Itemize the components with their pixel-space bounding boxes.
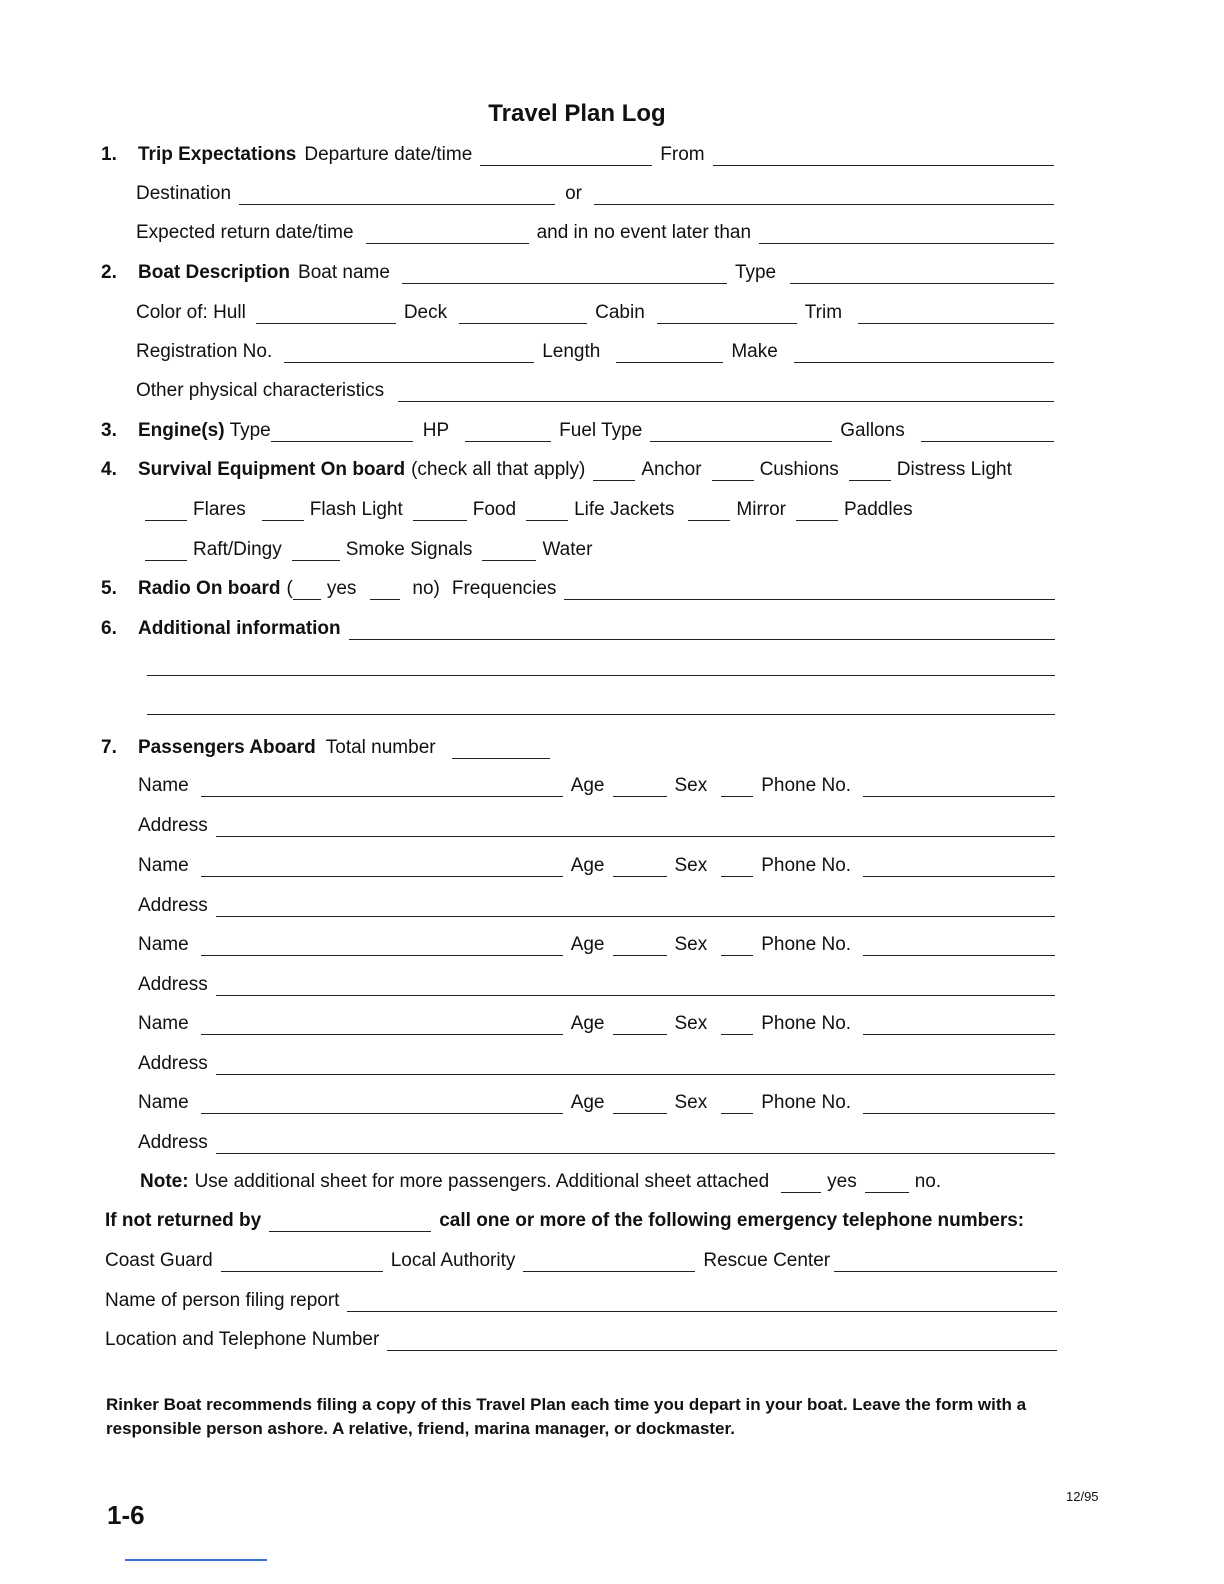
radio-open-paren: ( (286, 578, 293, 599)
sex-label: Sex (674, 1013, 708, 1034)
passenger-address-field[interactable] (216, 1058, 1055, 1075)
section-number: 1. (101, 144, 117, 165)
distress-light-label: Distress Light (896, 459, 1012, 480)
passenger-phone-field[interactable] (863, 939, 1055, 956)
food-checkbox[interactable] (413, 504, 467, 521)
passenger-sex-field[interactable] (721, 1097, 753, 1114)
note-text: Use additional sheet for more passengers. Additional sheet attached (194, 1171, 770, 1192)
name-label: Name (138, 855, 189, 876)
other-characteristics-row (136, 380, 1054, 402)
passenger-name-row (138, 775, 1055, 797)
address-label: Address (138, 815, 208, 836)
frequencies-field[interactable] (564, 583, 1055, 600)
radio-row (101, 578, 1055, 600)
name-label: Name (138, 1092, 189, 1113)
flares-label: Flares (193, 499, 246, 520)
additional-sheet-yes-label: yes (827, 1171, 857, 1192)
additional-info-line-2[interactable] (147, 675, 1055, 676)
hp-label: HP (422, 420, 450, 441)
additional-info-line-3[interactable] (147, 714, 1055, 715)
trim-label: Trim (804, 302, 843, 323)
engine-type-field[interactable] (271, 425, 413, 442)
address-label: Address (138, 895, 208, 916)
page-number: 1-6 (107, 1500, 145, 1530)
radio-yes-checkbox[interactable] (293, 583, 321, 600)
additional-sheet-no-checkbox[interactable] (865, 1176, 909, 1193)
survival-note: (check all that apply) (411, 459, 586, 480)
return-deadline-field[interactable] (269, 1215, 431, 1232)
passenger-name-row (138, 934, 1055, 956)
passenger-phone-field[interactable] (863, 780, 1055, 797)
no-later-field[interactable] (759, 227, 1054, 244)
section-number: 7. (101, 737, 117, 758)
passenger-address-row (138, 1053, 1055, 1075)
rescue-center-field[interactable] (834, 1255, 1057, 1272)
flash-light-checkbox[interactable] (262, 504, 304, 521)
passenger-phone-field[interactable] (863, 1018, 1055, 1035)
frequencies-label: Frequencies (451, 578, 557, 599)
deck-label: Deck (403, 302, 448, 323)
phone-label: Phone No. (761, 934, 852, 955)
name-label: Name (138, 1013, 189, 1034)
additional-info-row (101, 618, 1055, 640)
name-label: Name (138, 934, 189, 955)
departure-field[interactable] (480, 149, 652, 166)
passenger-name-row (138, 1013, 1055, 1035)
color-row (136, 302, 1054, 324)
section-number: 2. (101, 262, 117, 283)
page-title: Travel Plan Log (488, 100, 666, 127)
age-label: Age (570, 1092, 605, 1113)
survival-row-2 (145, 499, 1045, 521)
distress-light-checkbox[interactable] (849, 464, 891, 481)
radio-no-checkbox[interactable] (370, 583, 400, 600)
additional-sheet-no-label: no. (914, 1171, 942, 1192)
passenger-phone-field[interactable] (863, 1097, 1055, 1114)
phone-label: Phone No. (761, 1013, 852, 1034)
mirror-checkbox[interactable] (688, 504, 730, 521)
sex-label: Sex (674, 1092, 708, 1113)
phone-label: Phone No. (761, 775, 852, 796)
destination-label: Destination (136, 183, 232, 204)
bottom-rule (125, 1559, 267, 1561)
call-emergency-text: call one or more of the following emergency telephone numbers: (439, 1210, 1025, 1231)
trip-departure-row (101, 144, 1054, 166)
engine-type-label: Type (229, 420, 271, 441)
boat-name-field[interactable] (402, 267, 727, 284)
or-label: or (565, 183, 582, 204)
trim-field[interactable] (858, 307, 1054, 324)
additional-sheet-yes-checkbox[interactable] (781, 1176, 821, 1193)
life-jackets-label: Life Jackets (574, 499, 675, 520)
passenger-age-field[interactable] (613, 939, 667, 956)
passenger-address-field[interactable] (216, 979, 1055, 996)
cabin-label: Cabin (595, 302, 645, 323)
survival-heading: Survival Equipment On board (138, 459, 406, 480)
paddles-checkbox[interactable] (796, 504, 838, 521)
expected-return-field[interactable] (366, 227, 529, 244)
coast-guard-label: Coast Guard (105, 1250, 213, 1271)
section-number: 4. (101, 459, 117, 480)
note-row (140, 1171, 980, 1193)
cushions-checkbox[interactable] (712, 464, 754, 481)
no-later-label: and in no event later than (536, 222, 752, 243)
raft-checkbox[interactable] (145, 544, 187, 561)
engine-row (101, 420, 1054, 442)
address-label: Address (138, 1132, 208, 1153)
note-label: Note: (140, 1171, 189, 1192)
passenger-name-field[interactable] (201, 1018, 563, 1035)
passenger-sex-field[interactable] (721, 860, 753, 877)
survival-row-1 (101, 459, 1054, 481)
anchor-checkbox[interactable] (593, 464, 635, 481)
raft-label: Raft/Dingy (193, 539, 282, 560)
other-field[interactable] (398, 385, 1054, 402)
length-label: Length (542, 341, 601, 362)
boat-type-field[interactable] (790, 267, 1054, 284)
local-authority-label: Local Authority (390, 1250, 516, 1271)
engine-heading: Engine(s) (138, 420, 225, 441)
life-jackets-checkbox[interactable] (526, 504, 568, 521)
passenger-address-field[interactable] (216, 900, 1055, 917)
radio-heading: Radio On board (138, 578, 281, 599)
survival-row-3 (145, 539, 845, 561)
section-number: 3. (101, 420, 117, 441)
passenger-name-field[interactable] (201, 860, 563, 877)
if-not-returned-row (105, 1210, 1065, 1232)
sex-label: Sex (674, 775, 708, 796)
paddles-label: Paddles (844, 499, 913, 520)
hull-label: Color of: Hull (136, 302, 246, 323)
filer-field[interactable] (347, 1295, 1057, 1312)
hull-field[interactable] (256, 307, 396, 324)
total-number-field[interactable] (452, 742, 550, 759)
type-label: Type (734, 262, 777, 283)
total-number-label: Total number (325, 737, 436, 758)
passenger-address-row (138, 974, 1055, 996)
fuel-type-label: Fuel Type (559, 420, 643, 441)
mirror-label: Mirror (736, 499, 786, 520)
smoke-signals-checkbox[interactable] (292, 544, 340, 561)
additional-info-field[interactable] (349, 623, 1055, 640)
address-label: Address (138, 1053, 208, 1074)
filer-label: Name of person filing report (105, 1290, 340, 1311)
registration-row (136, 341, 1054, 363)
rescue-center-label: Rescue Center (703, 1250, 831, 1271)
boat-name-label: Boat name (298, 262, 390, 283)
passenger-age-field[interactable] (613, 1097, 667, 1114)
section-number: 5. (101, 578, 117, 599)
location-field[interactable] (387, 1334, 1057, 1351)
phone-label: Phone No. (761, 855, 852, 876)
flares-checkbox[interactable] (145, 504, 187, 521)
passenger-address-row (138, 815, 1055, 837)
passenger-sex-field[interactable] (721, 1018, 753, 1035)
passengers-row (101, 737, 701, 759)
gallons-label: Gallons (840, 420, 905, 441)
smoke-signals-label: Smoke Signals (345, 539, 473, 560)
age-label: Age (570, 1013, 605, 1034)
alt-destination-field[interactable] (594, 188, 1054, 205)
passenger-phone-field[interactable] (863, 860, 1055, 877)
address-label: Address (138, 974, 208, 995)
cushions-label: Cushions (759, 459, 839, 480)
gallons-field[interactable] (921, 425, 1054, 442)
boat-name-row (101, 262, 1054, 284)
from-label: From (660, 144, 705, 165)
name-label: Name (138, 775, 189, 796)
radio-yes-label: yes (326, 578, 357, 599)
deck-field[interactable] (459, 307, 587, 324)
passenger-name-field[interactable] (201, 1097, 563, 1114)
passenger-address-row (138, 895, 1055, 917)
passenger-name-field[interactable] (201, 939, 563, 956)
cabin-field[interactable] (657, 307, 797, 324)
hp-field[interactable] (465, 425, 551, 442)
if-not-returned-label: If not returned by (105, 1210, 262, 1231)
flash-light-label: Flash Light (309, 499, 403, 520)
destination-row (136, 183, 1054, 205)
trip-expectations-heading: Trip Expectations (138, 144, 297, 165)
frequencies-label-no: no) (412, 578, 440, 599)
expected-return-label: Expected return date/time (136, 222, 354, 243)
passenger-address-row (138, 1132, 1055, 1154)
passenger-age-field[interactable] (613, 860, 667, 877)
passenger-address-field[interactable] (216, 1137, 1055, 1154)
passenger-sex-field[interactable] (721, 939, 753, 956)
section-number: 6. (101, 618, 117, 639)
from-field[interactable] (713, 149, 1054, 166)
passenger-sex-field[interactable] (721, 780, 753, 797)
age-label: Age (570, 775, 605, 796)
passengers-heading: Passengers Aboard (138, 737, 316, 758)
length-field[interactable] (616, 346, 723, 363)
food-label: Food (472, 499, 517, 520)
make-field[interactable] (794, 346, 1054, 363)
boat-description-heading: Boat Description (138, 262, 291, 283)
passenger-age-field[interactable] (613, 780, 667, 797)
additional-info-heading: Additional information (138, 618, 341, 639)
sex-label: Sex (674, 855, 708, 876)
location-label: Location and Telephone Number (105, 1329, 380, 1350)
other-label: Other physical characteristics (136, 380, 385, 401)
filer-row (105, 1290, 1057, 1312)
local-authority-field[interactable] (523, 1255, 695, 1272)
age-label: Age (570, 855, 605, 876)
make-label: Make (731, 341, 778, 362)
registration-field[interactable] (284, 346, 534, 363)
passenger-name-row (138, 855, 1055, 877)
water-label: Water (542, 539, 593, 560)
water-checkbox[interactable] (482, 544, 536, 561)
passenger-name-field[interactable] (201, 780, 563, 797)
coast-guard-field[interactable] (221, 1255, 383, 1272)
anchor-label: Anchor (641, 459, 702, 480)
registration-label: Registration No. (136, 341, 273, 362)
passenger-name-row (138, 1092, 1055, 1114)
destination-field[interactable] (239, 188, 555, 205)
passenger-address-field[interactable] (216, 820, 1055, 837)
fuel-type-field[interactable] (650, 425, 832, 442)
emergency-numbers-row (105, 1250, 1057, 1272)
passenger-age-field[interactable] (613, 1018, 667, 1035)
sex-label: Sex (674, 934, 708, 955)
return-row (136, 222, 1054, 244)
age-label: Age (570, 934, 605, 955)
location-row (105, 1329, 1057, 1351)
phone-label: Phone No. (761, 1092, 852, 1113)
footer-recommendation: Rinker Boat recommends filing a copy of this Travel Plan each time you depart in your boat. Leave the form with a responsible person ashore. A relative, friend, marina manager, or dockmaster. (106, 1395, 1027, 1438)
revision-date: 12/95 (1066, 1489, 1099, 1504)
departure-label: Departure date/time (304, 144, 473, 165)
